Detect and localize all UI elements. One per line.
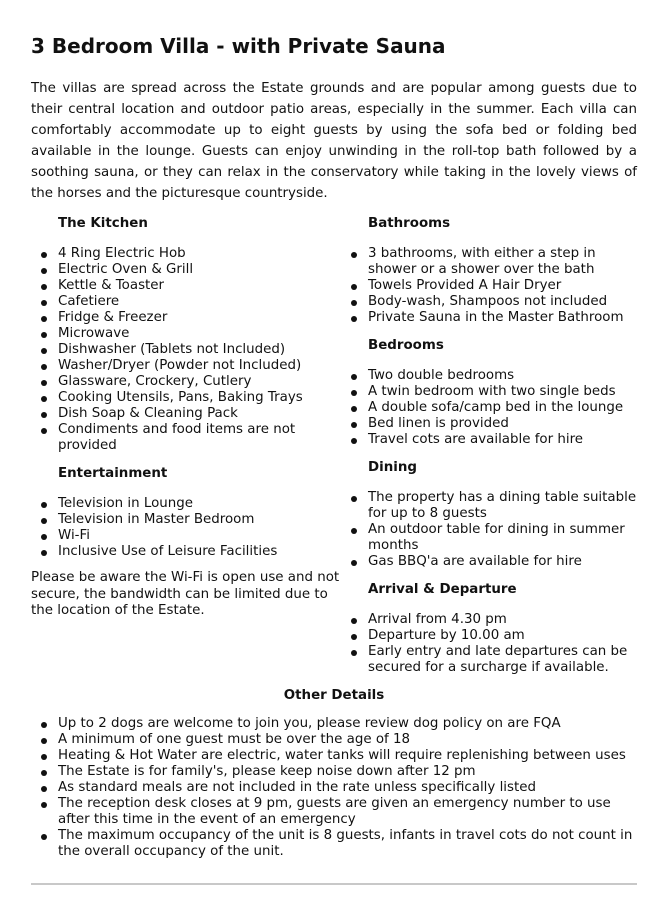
list-item: Television in Lounge [58,496,341,512]
list-item: The maximum occupancy of the unit is 8 guests, infants in travel cots do not count in the overall occupancy of the unit. [58,828,637,860]
list-item: Cafetiere [58,294,341,310]
list-item: Dish Soap & Cleaning Pack [58,406,341,422]
entertainment-list [58,496,341,560]
list-item: Travel cots are available for hire [368,432,637,448]
other-details-section [31,686,637,860]
other-details-heading: Other Details [283,688,385,703]
left-column [31,214,341,686]
list-item: The property has a dining table suitable for up to 8 guests [368,490,637,521]
wifi-note: Please be aware the Wi-Fi is open use and not secure, the bandwidth can be limited due to the location of the Estate. [31,570,340,618]
list-item: Microwave [58,326,341,342]
list-item: A double sofa/camp bed in the lounge [368,400,637,416]
entertainment-heading: Entertainment [58,466,168,481]
arrival-heading: Arrival & Departure [368,582,517,597]
list-item: Towels Provided A Hair Dryer [368,278,637,294]
other-details-list [31,716,637,860]
list-item: Body-wash, Shampoos not included [368,294,637,310]
list-item: An outdoor table for dining in summer months [368,522,637,554]
list-item: Up to 2 dogs are welcome to join you, please review dog policy on are FQA [58,716,637,732]
list-item: Inclusive Use of Leisure Facilities [58,544,341,560]
list-item: 3 bathrooms, with either a step in shower or a shower over the bath [368,246,637,278]
bathrooms-list [368,246,637,326]
kitchen-list [58,246,341,454]
kitchen-heading: The Kitchen [58,216,148,231]
list-item: The Estate is for family's, please keep noise down after 12 pm [58,764,637,780]
list-item: Kettle & Toaster [58,278,341,294]
list-item: 4 Ring Electric Hob [58,246,341,262]
bottom-divider [31,883,637,885]
list-item: Washer/Dryer (Powder not Included) [58,358,341,374]
list-item: Cooking Utensils, Pans, Baking Trays [58,390,341,406]
list-item: Glassware, Crockery, Cutlery [58,374,341,390]
bathrooms-heading: Bathrooms [368,216,451,231]
list-item: Television in Master Bedroom [58,512,341,528]
list-item: Arrival from 4.30 pm [368,612,637,628]
list-item: Early entry and late departures can be secured for a surcharge if available. [368,644,637,676]
dining-heading: Dining [368,460,417,475]
list-item: Heating & Hot Water are electric, water tanks will require replenishing between uses [58,748,637,764]
list-item: Two double bedrooms [368,368,637,384]
bedrooms-list [368,368,637,448]
list-item: Departure by 10.00 am [368,628,637,644]
list-item: Wi-Fi [58,528,341,544]
arrival-list [368,612,637,676]
list-item: As standard meals are not included in the rate unless specifically listed [58,780,637,796]
list-item: Condiments and food items are not provided [58,422,341,454]
list-item: A twin bedroom with two single beds [368,384,637,400]
list-item: The reception desk closes at 9 pm, guests are given an emergency number to use after this time in the event of an emergency [58,796,637,828]
list-item: Gas BBQ'a are available for hire [368,554,637,570]
list-item: Bed linen is provided [368,416,637,432]
intro-paragraph: The villas are spread across the Estate grounds and are popular among guests due to their central location and outdoor patio areas, especially in the summer. Each villa can comfortably accommodate up to eight guests by using the sofa bed or folding bed available in the lounge. Guests can enjoy unwinding in the roll-top bath followed by a soothing sauna, or they can relax in the conservatory while taking in the lovely views of the horses and the picturesque countryside. [31,81,637,201]
amenities-columns [31,214,637,686]
list-item: Fridge & Freezer [58,310,341,326]
bedrooms-heading: Bedrooms [368,338,444,353]
list-item: Private Sauna in the Master Bathroom [368,310,637,326]
list-item: Electric Oven & Grill [58,262,341,278]
page-title: 3 Bedroom Villa - with Private Sauna [31,34,446,58]
list-item: A minimum of one guest must be over the age of 18 [58,732,637,748]
list-item: Dishwasher (Tablets not Included) [58,342,341,358]
right-column [341,214,637,686]
dining-list [368,490,637,570]
